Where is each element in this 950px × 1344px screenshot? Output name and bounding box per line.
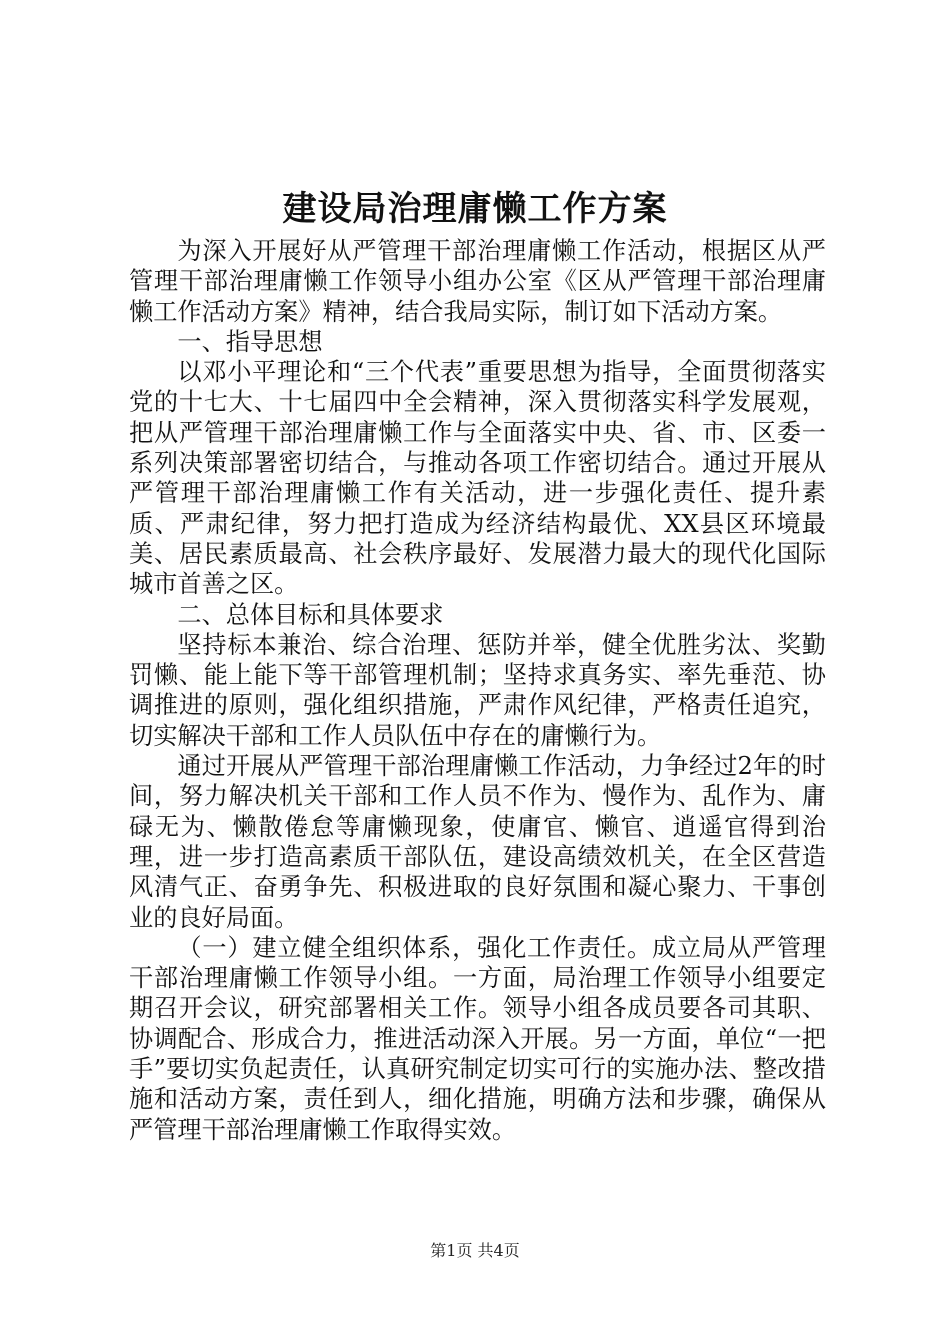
page-number-footer: 第1页 共4页 bbox=[430, 1241, 520, 1260]
guiding-thought-paragraph: 以邓小平理论和“三个代表”重要思想为指导，全面贯彻落实党的十七大、十七届四中全会精神，深入贯彻落实科学发展观，把从严管理干部治理庸懒工作与全面落实中央、省、市、区委一系列决策部署密切结合，与推动各项工作密切结合。通过开展从严管理干部治理庸懒工作有关活动，进一步强化责任、提升素质、严肃纪律，努力把打造成为经济结构最优、XX县区环境最美、居民素质最高、社会秩序最好、发展潜力最大的现代化国际城市首善之区。 bbox=[129, 358, 826, 599]
goals-paragraph-1: 坚持标本兼治、综合治理、惩防并举，健全优胜劣汰、奖勤罚懒、能上能下等干部管理机制；坚持求真务实、率先垂范、协调推进的原则，强化组织措施，严肃作风纪律，严格责任追究，切实解决干部和工作人员队伍中存在的庸懒行为。 bbox=[129, 630, 826, 750]
intro-paragraph: 为深入开展好从严管理干部治理庸懒工作活动，根据区从严管理干部治理庸懒工作领导小组办公室《区从严管理干部治理庸懒工作活动方案》精神，结合我局实际，制订如下活动方案。 bbox=[129, 237, 826, 326]
section-heading-goals: 二、总体目标和具体要求 bbox=[177, 600, 444, 629]
section-heading-guiding-thought: 一、指导思想 bbox=[177, 327, 323, 356]
goals-paragraph-2: 通过开展从严管理干部治理庸懒工作活动，力争经过2年的时间，努力解决机关干部和工作人员不作为、慢作为、乱作为、庸碌无为、懒散倦怠等庸懒现象，使庸官、懒官、逍遥官得到治理，进一步打造高素质干部队伍，建设高绩效机关，在全区营造风清气正、奋勇争先、积极进取的良好氛围和凝心聚力、干事创业的良好局面。 bbox=[129, 752, 826, 932]
organization-paragraph: （一）建立健全组织体系，强化工作责任。成立局从严管理干部治理庸懒工作领导小组。一方面，局治理工作领导小组要定期召开会议，研究部署相关工作。领导小组各成员要各司其职、协调配合、形成合力，推进活动深入开展。另一方面，单位“一把手”要切实负起责任，认真研究制定切实可行的实施办法、整改措施和活动方案，责任到人，细化措施，明确方法和步骤，确保从严管理干部治理庸懒工作取得实效。 bbox=[129, 933, 826, 1144]
document-title: 建设局治理庸懒工作方案 bbox=[282, 189, 668, 229]
document-body bbox=[129, 236, 826, 1145]
